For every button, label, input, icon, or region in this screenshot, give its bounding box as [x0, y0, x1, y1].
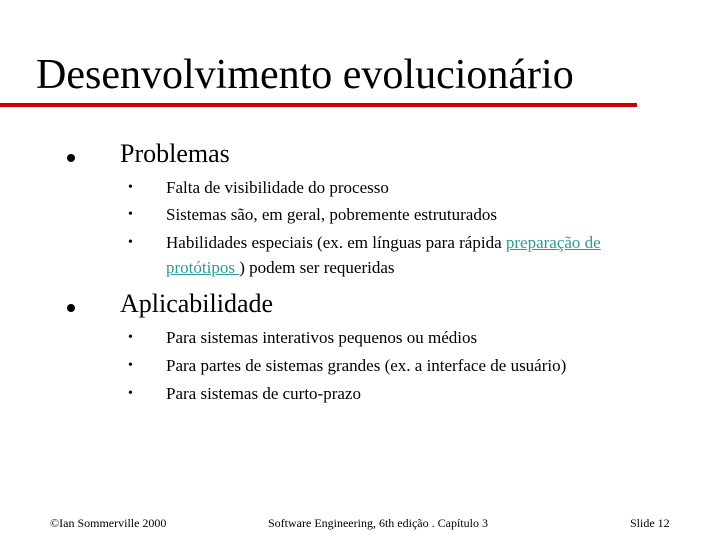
footer-book: Software Engineering, 6th edição . Capítulo 3: [268, 516, 488, 530]
list-item: Falta de visibilidade do processo: [166, 178, 389, 197]
list-bullet: •: [128, 207, 133, 222]
section-heading-aplicabilidade: Aplicabilidade: [120, 289, 274, 318]
list-item: Para sistemas interativos pequenos ou médios: [166, 328, 478, 347]
list-item: Para sistemas de curto-prazo: [166, 384, 361, 403]
list-bullet: •: [128, 180, 133, 195]
list-bullet: •: [128, 358, 133, 373]
slide-title: Desenvolvimento evolucionário: [36, 52, 574, 98]
section-bullet: [67, 154, 75, 162]
footer-slide-number: Slide 12: [630, 516, 670, 530]
section-heading-problemas: Problemas: [120, 139, 230, 168]
list-item-special: [166, 234, 601, 251]
list-bullet: •: [128, 386, 133, 401]
list-item-text: ) podem ser requeridas: [239, 258, 395, 277]
list-item-continuation: [166, 259, 395, 276]
prototype-link-continued[interactable]: protótipos: [166, 258, 240, 277]
section-bullet: [67, 304, 75, 312]
prototype-link[interactable]: preparação de: [505, 233, 601, 252]
list-item-text: Habilidades especiais (ex. em línguas para rápida: [166, 233, 506, 252]
title-underline: [0, 103, 637, 107]
footer-copyright: ©Ian Sommerville 2000: [50, 516, 167, 530]
list-bullet: •: [128, 330, 133, 345]
list-bullet: •: [128, 235, 133, 250]
list-item: Para partes de sistemas grandes (ex. a interface de usuário): [166, 356, 567, 375]
list-item: Sistemas são, em geral, pobremente estruturados: [166, 205, 497, 224]
